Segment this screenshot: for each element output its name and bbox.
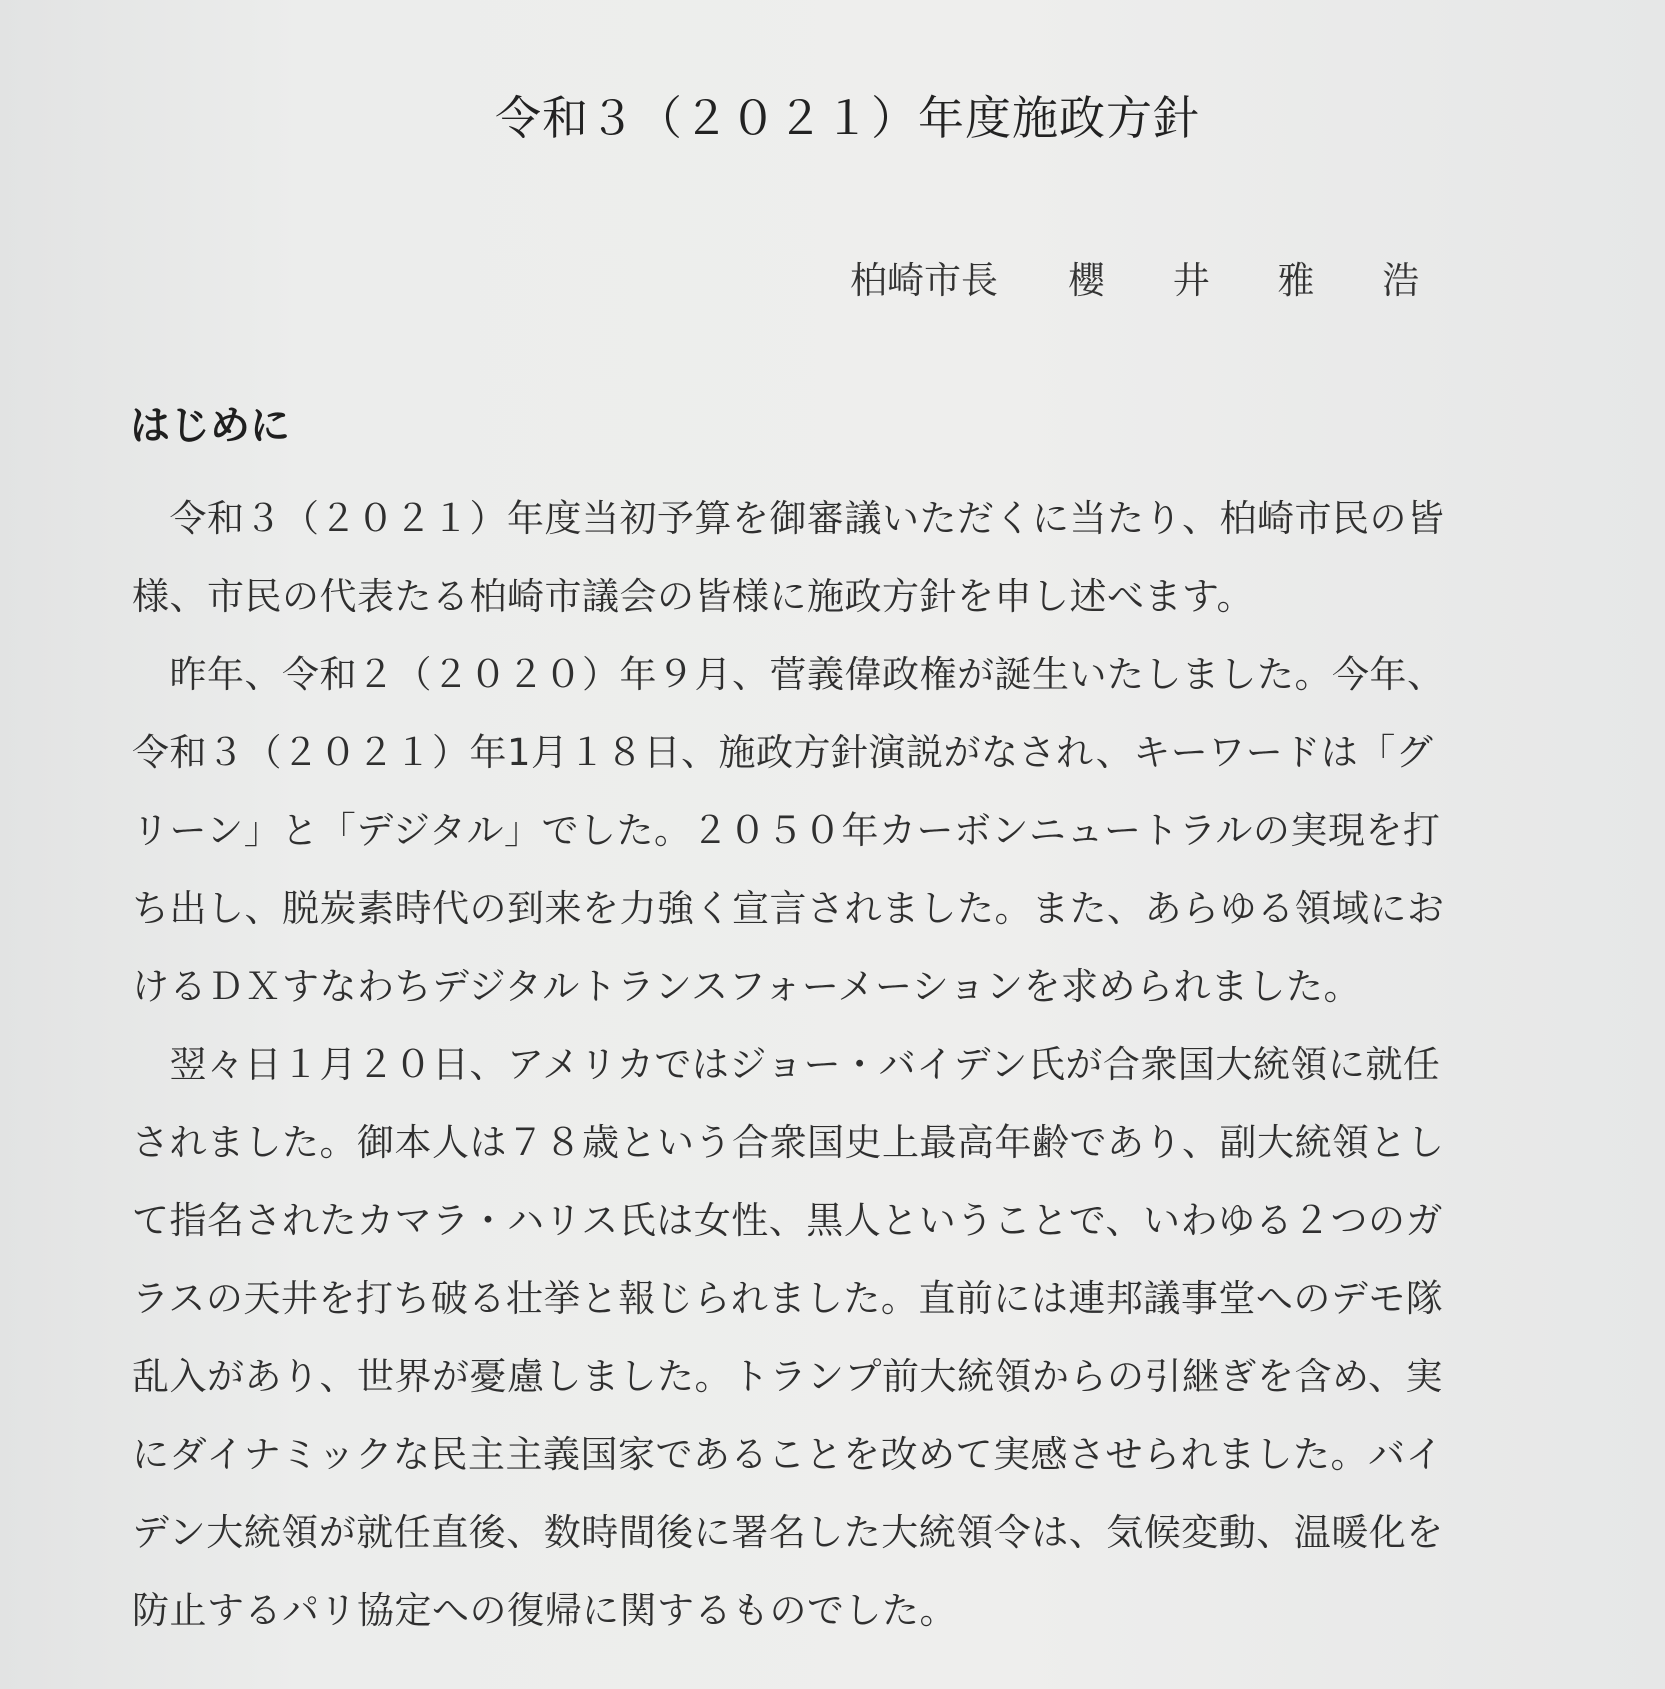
body-line: ち出し、脱炭素時代の到来を力強く宣言されました。また、あらゆる領域にお [132,887,1445,930]
body-line: ラスの天井を打ち破る壮挙と報じられました。直前には連邦議事堂へのデモ隊 [132,1277,1444,1320]
author-line [850,256,1447,306]
body-line: デン大統領が就任直後、数時間後に署名した大統領令は、気候変動、温暖化を [132,1511,1444,1554]
body-line: 様、市民の代表たる柏崎市議会の皆様に施政方針を申し述べます。 [132,575,1255,618]
document-title: 令和３（２０２１）年度施政方針 [495,91,1200,145]
body-line: 令和３（２０２１）年1月１８日、施政方針演説がなされ、キーワードは「グ [132,731,1434,774]
body-line: 令和３（２０２１）年度当初予算を御審議いただくに当たり、柏崎市民の皆 [132,497,1445,540]
body-line: 昨年、令和２（２０２０）年９月、菅義偉政権が誕生いたしました。今年、 [132,653,1445,696]
body-line: て指名されたカマラ・ハリス氏は女性、黒人ということで、いわゆる２つのガ [132,1199,1444,1242]
body-line: 防止するパリ協定への復帰に関するものでした。 [132,1589,957,1632]
body-line: リーン」と「デジタル」でした。２０５０年カーボンニュートラルの実現を打 [132,809,1441,852]
body-line: 乱入があり、世界が憂慮しました。トランプ前大統領からの引継ぎを含め、実 [132,1355,1444,1398]
body-line: されました。御本人は７８歳という合衆国史上最高年齢であり、副大統領とし [132,1121,1445,1164]
author-name: 櫻 井 雅 浩 [1068,259,1448,302]
body-line: けるＤＸすなわちデジタルトランスフォーメーションを求められました。 [132,965,1361,1008]
author-role: 柏崎市長 [850,259,998,302]
body-line: 翌々日１月２０日、アメリカではジョー・バイデン氏が合衆国大統領に就任 [132,1043,1441,1086]
section-heading: はじめに [130,403,290,449]
body-text [132,480,1528,1650]
body-line: にダイナミックな民主主義国家であることを改めて実感させられました。バイ [132,1433,1444,1476]
